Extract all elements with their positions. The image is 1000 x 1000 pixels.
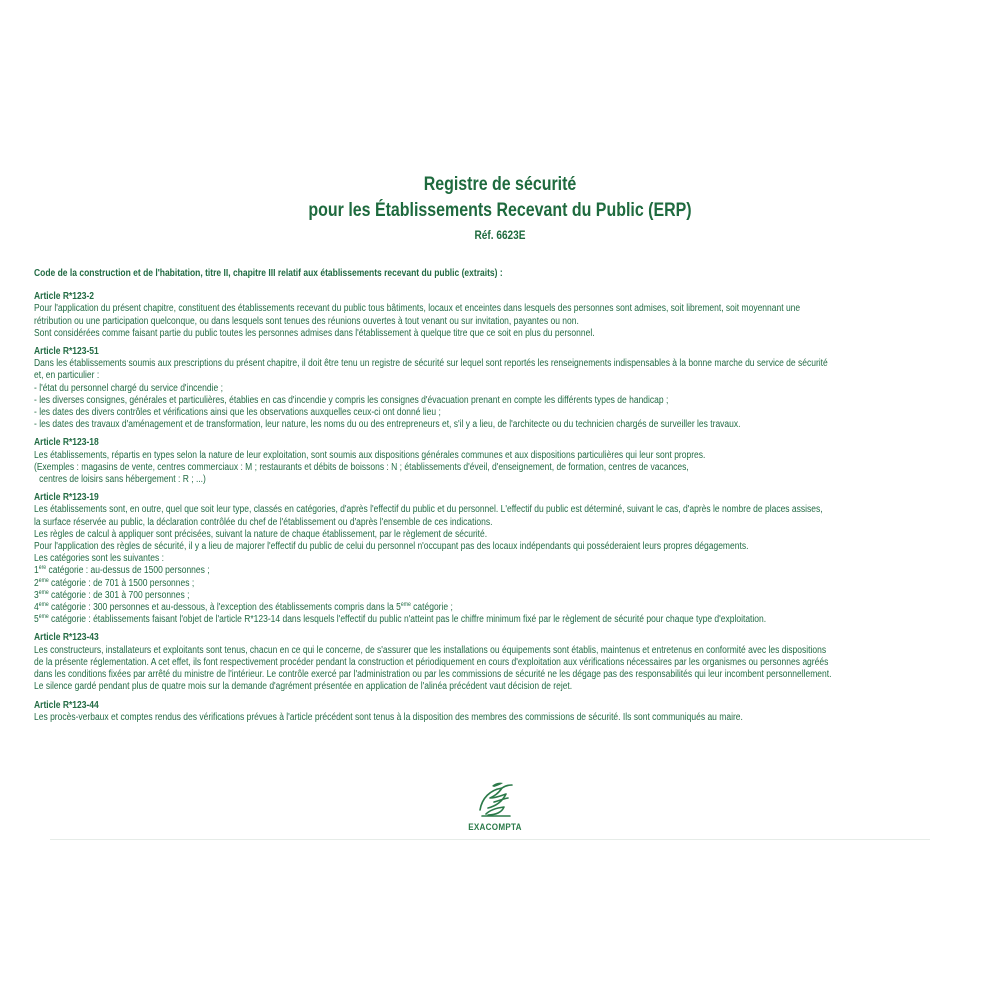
document-title-line-1: Registre de sécurité xyxy=(423,174,577,195)
reference-number: Réf. 6623E xyxy=(474,228,526,242)
category-item: 3ème catégorie : de 301 à 700 personnes ; xyxy=(34,589,190,601)
article-r123-19 xyxy=(34,492,964,626)
article-list-item: - les diverses consignes, générales et particulières, établies en cas d'incendie y compris les consignes d'évacuation prenant en compte les différents types de handicap ; xyxy=(34,394,669,406)
article-line: Le silence gardé pendant plus de quatre mois sur la demande d'agrément présentée en application de l'alinéa précédent vaut décision de rejet. xyxy=(34,681,573,693)
article-line: Pour l'application du présent chapitre, constituent des établissements recevant du public tous bâtiments, locaux et enceintes dans lesquels des personnes sont admises, soit librement, soit moyennant une xyxy=(34,303,801,315)
document-body xyxy=(34,268,964,724)
exacompta-leaf-logo-icon xyxy=(472,780,518,820)
article-heading: Article R*123-44 xyxy=(34,699,99,711)
article-list-item: - l'état du personnel chargé du service d'incendie ; xyxy=(34,382,223,394)
article-r123-43 xyxy=(34,632,964,693)
article-r123-44 xyxy=(34,700,964,724)
article-r123-51 xyxy=(34,346,964,431)
article-line: (Exemples : magasins de vente, centres commerciaux : M ; restaurants et débits de boissons : N ; établissements d'éveil, d'enseignement, de formation, centres de vacances, xyxy=(34,461,689,473)
category-item: 1ère catégorie : au-dessus de 1500 personnes ; xyxy=(34,565,210,577)
article-line: Dans les établissements soumis aux prescriptions du présent chapitre, il doit être tenu un registre de sécurité sur lequel sont reportés les renseignements indispensables à la bonne marche du service de sécurité xyxy=(34,358,828,370)
category-item: 4ème catégorie : 300 personnes et au-dessous, à l'exception des établissements compris dans la 5ème catégorie ; xyxy=(34,602,453,614)
article-line: de la présente réglementation. A cet effet, ils font respectivement procéder pendant la construction et périodiquement en cours d'exploitation aux vérifications nécessaires par les organismes ou personnes agréés xyxy=(34,656,829,668)
article-line: Les établissements, répartis en types selon la nature de leur exploitation, sont soumis aux dispositions générales communes et aux dispositions particulières qui leur sont propres. xyxy=(34,449,706,461)
article-r123-18 xyxy=(34,437,964,486)
article-line: Sont considérées comme faisant partie du public toutes les personnes admises dans l'établissement à quelque titre que ce soit en plus du personnel. xyxy=(34,327,595,339)
article-line: dans les conditions fixées par arrêté du ministre de l'intérieur. Le contrôle exercé par l'administration ou par les commissions de sécurité ne les dégage pas des responsabilités qui leur incombent personnellement. xyxy=(34,669,832,681)
article-line: Les procès-verbaux et comptes rendus des vérifications prévues à l'article précédent sont tenus à la disposition des membres des commissions de sécurité. Ils sont communiqués au maire. xyxy=(34,711,743,723)
article-r123-2 xyxy=(34,291,964,340)
title-block xyxy=(0,172,1000,244)
brand-name: EXACOMPTA xyxy=(468,822,522,832)
article-line: et, en particulier : xyxy=(34,370,100,382)
category-item: 2ème catégorie : de 701 à 1500 personnes ; xyxy=(34,577,195,589)
article-line: Les règles de calcul à appliquer sont précisées, suivant la nature de chaque établissement, par le règlement de sécurité. xyxy=(34,528,488,540)
article-list-item: - les dates des travaux d'aménagement et de transformation, leur nature, les noms du ou des entrepreneurs et, s'il y a lieu, de l'architecte ou du technicien chargés de surveiller les travaux. xyxy=(34,419,741,431)
article-line: Les constructeurs, installateurs et exploitants sont tenus, chacun en ce qui le concerne, de s'assurer que les installations ou équipements sont établis, maintenus et entretenus en conformité avec les dispositions xyxy=(34,644,827,656)
article-heading: Article R*123-18 xyxy=(34,437,99,449)
article-heading: Article R*123-51 xyxy=(34,346,99,358)
exacompta-logo xyxy=(440,780,550,832)
article-line: rétribution ou une participation quelconque, ou dans lesquels sont tenues des réunions ouvertes à tout venant ou sur invitation, payantes ou non. xyxy=(34,315,579,327)
article-line: Les établissements sont, en outre, quel que soit leur type, classés en catégories, d'après l'effectif du public et du personnel. L'effectif du public est déterminé, suivant le cas, d'après le nombre de places assises, xyxy=(34,504,823,516)
category-item: 5ème catégorie : établissements faisant l'objet de l'article R*123-14 dans lesquels l'effectif du public n'atteint pas le chiffre minimum fixé par le règlement de sécurité pour chaque type d'exploitation. xyxy=(34,614,767,626)
article-heading: Article R*123-43 xyxy=(34,632,99,644)
intro-text: Code de la construction et de l'habitation, titre II, chapitre III relatif aux établissements recevant du public (extraits) : xyxy=(34,268,503,279)
document-title-line-2: pour les Établissements Recevant du Public (ERP) xyxy=(308,200,692,221)
article-list-item: - les dates des divers contrôles et vérifications ainsi que les observations auxquelles ceux-ci ont donné lieu ; xyxy=(34,407,441,419)
footer-divider xyxy=(50,839,930,840)
article-line: Les catégories sont les suivantes : xyxy=(34,553,164,565)
article-heading: Article R*123-19 xyxy=(34,492,99,504)
article-line: centres de loisirs sans hébergement : R ; ...) xyxy=(39,474,206,486)
article-line: la surface réservée au public, la déclaration contrôlée du chef de l'établissement ou d'après l'ensemble de ces indications. xyxy=(34,516,493,528)
article-line: Pour l'application des règles de sécurité, il y a lieu de majorer l'effectif du public de celui du personnel n'occupant pas des locaux indépendants qui posséderaient leurs propres dégagements. xyxy=(34,541,749,553)
article-heading: Article R*123-2 xyxy=(34,291,95,303)
